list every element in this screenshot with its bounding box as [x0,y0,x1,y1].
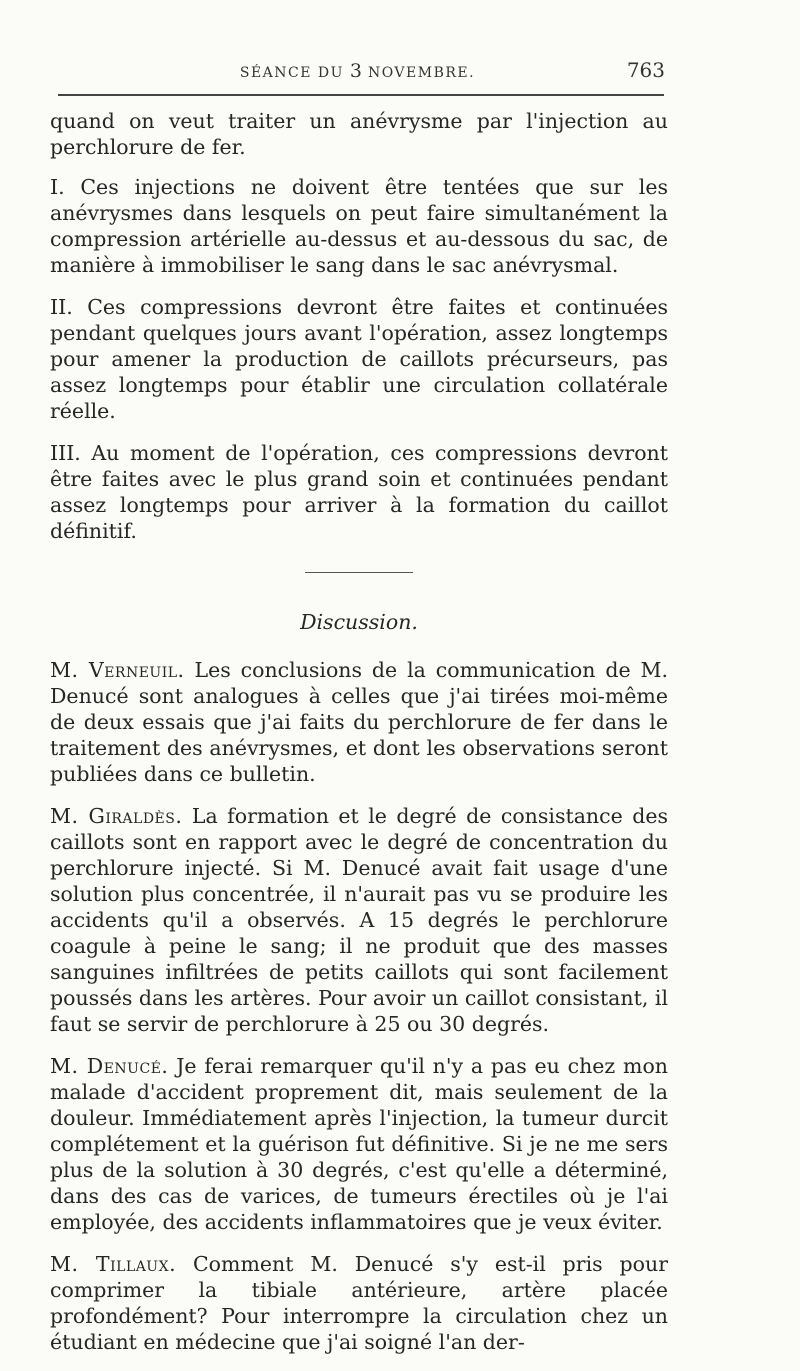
header-rule [58,94,664,96]
speaker-text: Les conclusions de la communication de M. Denucé sont analogues à celles que j'ai tirées moi-même de deux essais que j'ai faits du perchlorure de fer dans le traitement des anévrysmes, et dont les observations seront publiées dans ce bulletin. [50,658,668,786]
section-separator [305,572,413,573]
running-title [50,60,665,82]
section-title: Discussion. [300,610,418,634]
discussion-entry [50,657,668,787]
page-number: 763 [626,58,665,82]
speaker-text: Je ferai remarquer qu'il n'y a pas eu chez mon malade d'accident proprement dit, mais seulement de la douleur. Immédiatement après l'injection, la tumeur durcit complétement et la guérison fut définitive. Si je ne me sers plus de la solution à 30 degrés, c'est qu'elle a déterminé, dans des cas de varices, de tumeurs érectiles où je l'ai employée, des accidents inflammatoires que je veux éviter. [50,1054,668,1234]
running-title-day: 3 [349,60,362,82]
speaker-name: M. Verneuil. [50,658,185,682]
paragraph-conclusion-1: I. Ces injections ne doivent être tentées que sur les anévrysmes dans lesquels on peut faire simultanément la compression artérielle au-dessus et au-dessous du sac, de manière à immobiliser le sang dans le sac anévrysmal. [50,175,668,277]
running-title-pre: SÉANCE DU [239,65,350,81]
running-head [50,58,665,88]
body-text [50,108,668,1371]
paragraph-continuation: quand on veut traiter un anévrysme par l'injection au perchlorure de fer. [50,109,668,159]
discussion-entry [50,1053,668,1235]
speaker-name: M. Denucé. [50,1054,169,1078]
speaker-text: La formation et le degré de consistance des caillots sont en rapport avec le degré de concentration du perchlorure injecté. Si M. Denucé avait fait usage d'une solution plus concentrée, il n'aurait pas vu se produire les accidents qu'il a observés. A 15 degrés le perchlorure coagule à peine le sang; il ne produit que des masses sanguines infiltrées de petits caillots qui sont facilement poussés dans les artères. Pour avoir un caillot consistant, il faut se servir de perchlorure à 25 ou 30 degrés. [50,804,668,1036]
running-title-post: NOVEMBRE. [362,65,476,81]
paragraph-conclusion-3: III. Au moment de l'opération, ces compressions devront être faites avec le plus grand soin et continuées pendant assez longtemps pour arriver à la formation du caillot définitif. [50,441,668,543]
discussion-entry [50,1251,668,1355]
discussion-entry [50,803,668,1037]
speaker-name: M. Giraldès. [50,804,183,828]
speaker-text: Comment M. Denucé s'y est-il pris pour comprimer la tibiale antérieure, artère placée profondément? Pour interrompre la circulation chez un étudiant en médecine que j'ai soigné l'an der- [50,1252,668,1354]
speaker-name: M. Tillaux. [50,1252,177,1276]
paragraph-conclusion-2: II. Ces compressions devront être faites et continuées pendant quelques jours avant l'opération, assez longtemps pour amener la production de caillots précurseurs, pas assez longtemps pour établir une circulation collatérale réelle. [50,295,668,423]
